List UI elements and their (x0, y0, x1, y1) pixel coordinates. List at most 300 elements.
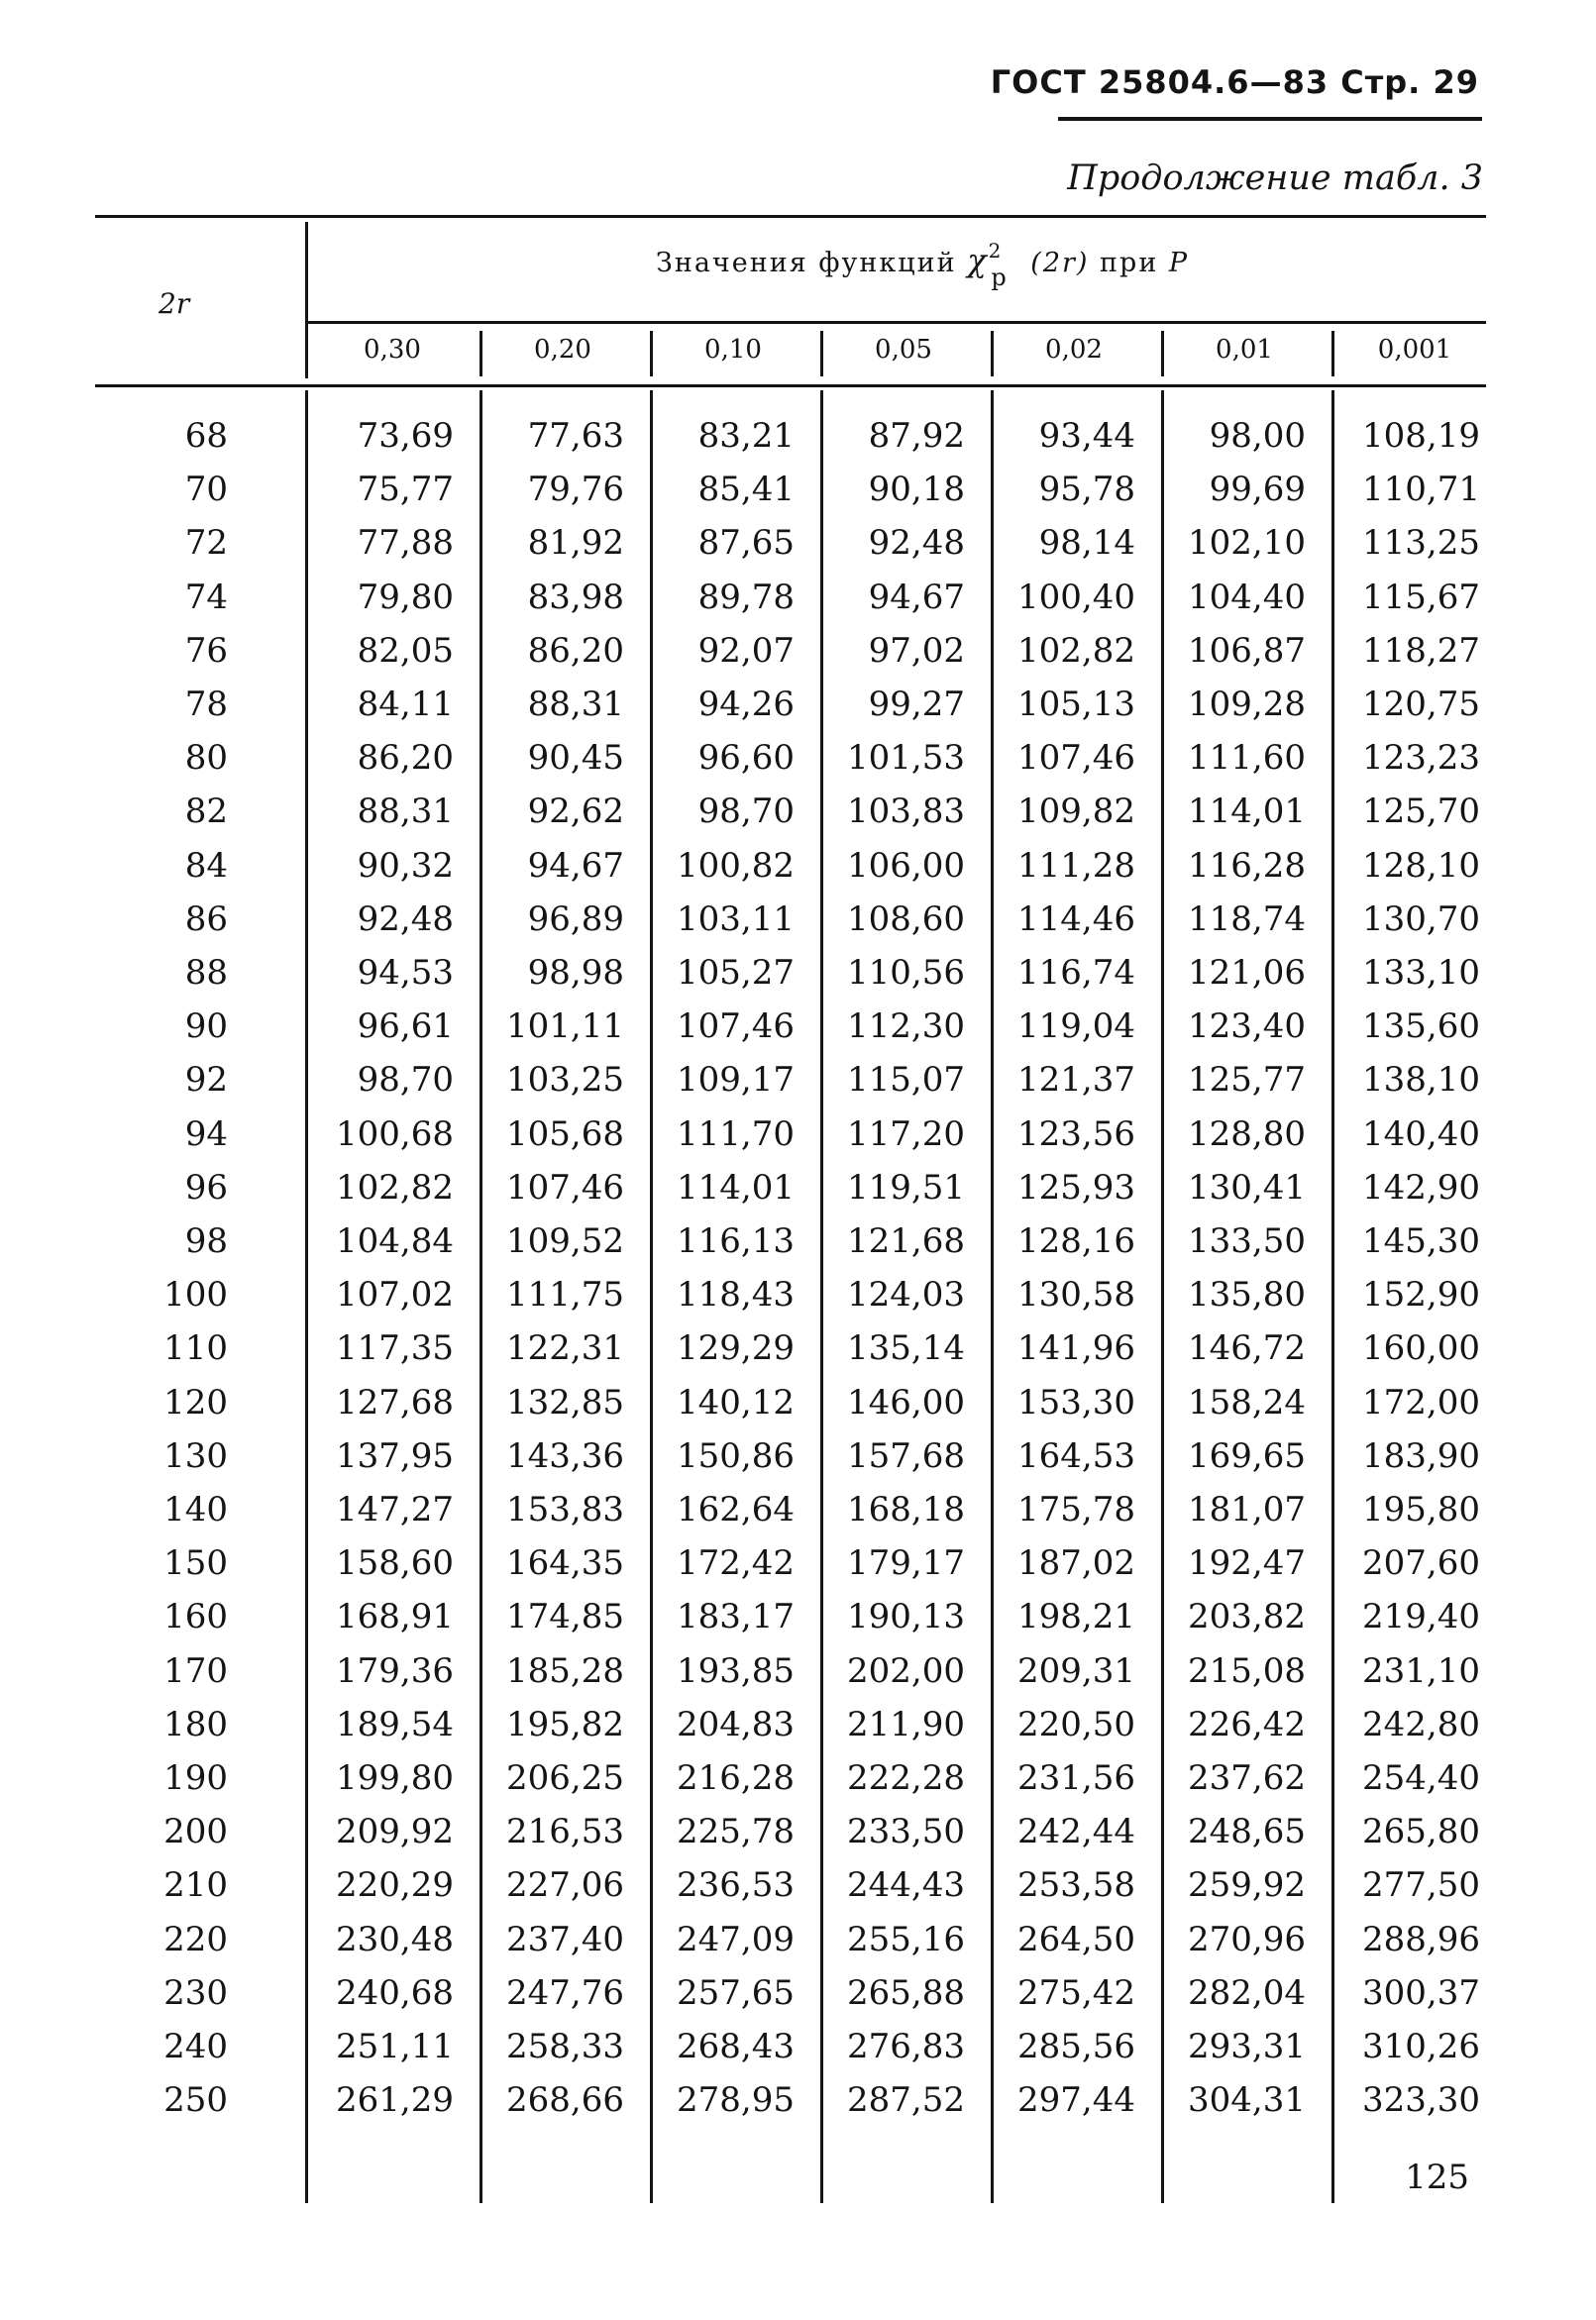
table-cell: 206,25 (506, 1758, 624, 1798)
table-row (0, 416, 1596, 470)
function-header-prefix: Значения функций (656, 248, 957, 278)
table-cell: 259,92 (1188, 1865, 1306, 1905)
row-label-2r: 140 (163, 1490, 228, 1529)
column-header-p: 0,05 (875, 335, 932, 365)
table-cell: 111,70 (677, 1114, 795, 1154)
table-cell: 79,80 (357, 578, 454, 617)
table-cell: 109,17 (677, 1060, 795, 1100)
table-cell: 145,30 (1362, 1221, 1480, 1261)
row-label-2r: 170 (163, 1651, 228, 1691)
table-row (0, 1812, 1596, 1865)
row-label-2r: 78 (184, 685, 228, 724)
table-cell: 110,56 (847, 953, 965, 993)
table-cell: 90,18 (868, 470, 965, 509)
table-cell: 147,27 (336, 1490, 454, 1529)
table-cell: 172,00 (1362, 1383, 1480, 1423)
table-cell: 237,62 (1188, 1758, 1306, 1798)
table-cell: 115,07 (847, 1060, 965, 1100)
table-cell: 122,31 (506, 1328, 624, 1368)
table-cell: 101,11 (506, 1006, 624, 1046)
table-cell: 215,08 (1188, 1651, 1306, 1691)
probability-variable: P (1168, 248, 1190, 278)
table-cell: 293,31 (1188, 2027, 1306, 2066)
chi-superscript: 2 (988, 239, 1004, 263)
table-row (0, 1973, 1596, 2027)
table-cell: 187,02 (1017, 1543, 1135, 1583)
table-cell: 103,25 (506, 1060, 624, 1100)
table-cell: 265,80 (1362, 1812, 1480, 1851)
table-cell: 287,52 (847, 2080, 965, 2120)
row-label-2r: 250 (163, 2080, 228, 2120)
table-row (0, 1865, 1596, 1919)
table-cell: 102,10 (1188, 523, 1306, 563)
table-cell: 226,42 (1188, 1705, 1306, 1744)
table-cell: 116,13 (677, 1221, 795, 1261)
table-cell: 98,14 (1038, 523, 1135, 563)
table-cell: 86,20 (527, 631, 624, 671)
table-cell: 77,88 (357, 523, 454, 563)
table-cell: 227,06 (506, 1865, 624, 1905)
table-cell: 94,26 (697, 685, 795, 724)
row-label-2r: 130 (163, 1436, 228, 1476)
table-row (0, 1328, 1596, 1382)
table-cell: 237,40 (506, 1920, 624, 1959)
table-row (0, 1490, 1596, 1543)
chi-symbol: χ (967, 242, 989, 279)
table-row (0, 2080, 1596, 2134)
row-label-2r: 220 (163, 1920, 228, 1959)
table-cell: 133,10 (1362, 953, 1480, 993)
table-cell: 75,77 (357, 470, 454, 509)
table-cell: 140,12 (677, 1383, 795, 1423)
chi-subscript: p (991, 264, 1009, 291)
table-cell: 179,17 (847, 1543, 965, 1583)
row-label-2r: 230 (163, 1973, 228, 2013)
row-label-2r: 190 (163, 1758, 228, 1798)
header-bottom-rule (95, 384, 1486, 387)
table-cell: 152,90 (1362, 1275, 1480, 1315)
table-row (0, 1060, 1596, 1113)
row-label-2r: 160 (163, 1597, 228, 1636)
table-continuation-label: Продолжение табл. 3 (1067, 158, 1483, 198)
table-cell: 104,40 (1188, 578, 1306, 617)
table-cell: 225,78 (677, 1812, 795, 1851)
standard-number: ГОСТ 25804.6—83 (990, 63, 1330, 101)
table-cell: 141,96 (1017, 1328, 1135, 1368)
table-cell: 193,85 (677, 1651, 795, 1691)
table-cell: 179,36 (336, 1651, 454, 1691)
table-cell: 258,33 (506, 2027, 624, 2066)
table-cell: 118,74 (1188, 899, 1306, 939)
row-label-2r: 72 (184, 523, 228, 563)
table-cell: 93,44 (1038, 416, 1135, 456)
table-row (0, 1114, 1596, 1168)
table-cell: 92,48 (868, 523, 965, 563)
row-label-2r: 80 (184, 738, 228, 778)
table-cell: 119,04 (1017, 1006, 1135, 1046)
table-cell: 104,84 (336, 1221, 454, 1261)
table-cell: 219,40 (1362, 1597, 1480, 1636)
table-cell: 123,40 (1188, 1006, 1306, 1046)
table-cell: 143,36 (506, 1436, 624, 1476)
table-cell: 222,28 (847, 1758, 965, 1798)
table-cell: 209,31 (1017, 1651, 1135, 1691)
table-cell: 248,65 (1188, 1812, 1306, 1851)
table-cell: 195,82 (506, 1705, 624, 1744)
table-row (0, 578, 1596, 631)
table-row (0, 953, 1596, 1006)
table-cell: 247,76 (506, 1973, 624, 2013)
table-cell: 288,96 (1362, 1920, 1480, 1959)
table-cell: 162,64 (677, 1490, 795, 1529)
row-label-2r: 120 (163, 1383, 228, 1423)
table-row (0, 1543, 1596, 1597)
table-cell: 123,56 (1017, 1114, 1135, 1154)
table-cell: 220,29 (336, 1865, 454, 1905)
table-row (0, 2027, 1596, 2080)
table-cell: 300,37 (1362, 1973, 1480, 2013)
table-cell: 119,51 (847, 1168, 965, 1208)
table-cell: 94,67 (868, 578, 965, 617)
row-label-2r: 98 (184, 1221, 228, 1261)
table-cell: 209,92 (336, 1812, 454, 1851)
table-cell: 100,82 (677, 846, 795, 886)
table-cell: 270,96 (1188, 1920, 1306, 1959)
table-cell: 97,02 (868, 631, 965, 671)
table-cell: 142,90 (1362, 1168, 1480, 1208)
table-cell: 117,20 (847, 1114, 965, 1154)
table-row (0, 470, 1596, 523)
table-cell: 115,67 (1362, 578, 1480, 617)
table-cell: 153,30 (1017, 1383, 1135, 1423)
table-cell: 132,85 (506, 1383, 624, 1423)
table-row (0, 631, 1596, 685)
table-cell: 90,45 (527, 738, 624, 778)
table-row (0, 899, 1596, 953)
table-cell: 285,56 (1017, 2027, 1135, 2066)
table-cell: 185,28 (506, 1651, 624, 1691)
table-cell: 108,60 (847, 899, 965, 939)
table-row (0, 1436, 1596, 1490)
table-cell: 199,80 (336, 1758, 454, 1798)
row-header-label: 2r (159, 287, 190, 320)
header-column-separator (991, 331, 994, 376)
table-cell: 164,53 (1017, 1436, 1135, 1476)
row-label-2r: 70 (184, 470, 228, 509)
table-cell: 99,27 (868, 685, 965, 724)
table-cell: 265,88 (847, 1973, 965, 2013)
table-cell: 106,87 (1188, 631, 1306, 671)
table-cell: 103,83 (847, 791, 965, 831)
table-cell: 128,10 (1362, 846, 1480, 886)
table-cell: 277,50 (1362, 1865, 1480, 1905)
table-cell: 82,05 (357, 631, 454, 671)
table-cell: 183,90 (1362, 1436, 1480, 1476)
table-cell: 261,29 (336, 2080, 454, 2120)
table-cell: 297,44 (1017, 2080, 1135, 2120)
table-cell: 169,65 (1188, 1436, 1306, 1476)
table-row (0, 1168, 1596, 1221)
table-cell: 183,17 (677, 1597, 795, 1636)
header-column-separator (479, 331, 482, 376)
table-row (0, 738, 1596, 791)
column-header-p: 0,02 (1045, 335, 1103, 365)
row-label-2r: 110 (163, 1328, 228, 1368)
table-cell: 88,31 (357, 791, 454, 831)
table-cell: 105,13 (1017, 685, 1135, 724)
table-cell: 268,66 (506, 2080, 624, 2120)
table-cell: 130,58 (1017, 1275, 1135, 1315)
table-cell: 253,58 (1017, 1865, 1135, 1905)
function-header (656, 239, 1190, 291)
row-label-2r: 100 (163, 1275, 228, 1315)
table-cell: 87,65 (697, 523, 795, 563)
table-cell: 195,80 (1362, 1490, 1480, 1529)
table-cell: 158,24 (1188, 1383, 1306, 1423)
table-cell: 94,53 (357, 953, 454, 993)
column-header-p: 0,20 (534, 335, 591, 365)
table-cell: 88,31 (527, 685, 624, 724)
function-header-suffix: при (1100, 248, 1159, 278)
header-column-separator (1161, 331, 1164, 376)
table-cell: 81,92 (527, 523, 624, 563)
table-cell: 172,42 (677, 1543, 795, 1583)
table-cell: 278,95 (677, 2080, 795, 2120)
table-cell: 123,23 (1362, 738, 1480, 778)
table-cell: 113,25 (1362, 523, 1480, 563)
table-cell: 128,16 (1017, 1221, 1135, 1261)
table-top-rule (95, 215, 1486, 218)
row-label-2r: 68 (184, 416, 228, 456)
page-header (991, 63, 1479, 101)
page-label: Стр. 29 (1340, 63, 1479, 101)
table-cell: 98,98 (527, 953, 624, 993)
table-cell: 129,29 (677, 1328, 795, 1368)
function-argument: (2r) (1030, 248, 1090, 278)
table-cell: 135,60 (1362, 1006, 1480, 1046)
table-cell: 92,48 (357, 899, 454, 939)
table-row (0, 1221, 1596, 1275)
table-row (0, 846, 1596, 899)
row-label-2r: 200 (163, 1812, 228, 1851)
table-cell: 233,50 (847, 1812, 965, 1851)
table-cell: 168,91 (336, 1597, 454, 1636)
table-cell: 105,27 (677, 953, 795, 993)
table-cell: 92,62 (527, 791, 624, 831)
table-cell: 100,40 (1017, 578, 1135, 617)
row-label-2r: 82 (184, 791, 228, 831)
table-cell: 231,56 (1017, 1758, 1135, 1798)
table-cell: 255,16 (847, 1920, 965, 1959)
table-cell: 109,52 (506, 1221, 624, 1261)
table-cell: 130,41 (1188, 1168, 1306, 1208)
column-header-p: 0,10 (704, 335, 762, 365)
table-cell: 150,86 (677, 1436, 795, 1476)
table-cell: 240,68 (336, 1973, 454, 2013)
table-cell: 211,90 (847, 1705, 965, 1744)
column-header-p: 0,001 (1377, 335, 1452, 365)
table-cell: 140,40 (1362, 1114, 1480, 1154)
table-cell: 164,35 (506, 1543, 624, 1583)
table-cell: 114,01 (1188, 791, 1306, 831)
table-cell: 90,32 (357, 846, 454, 886)
row-label-2r: 94 (184, 1114, 228, 1154)
row-label-2r: 180 (163, 1705, 228, 1744)
table-cell: 106,00 (847, 846, 965, 886)
column-header-p: 0,30 (364, 335, 421, 365)
row-label-2r: 74 (184, 578, 228, 617)
table-cell: 264,50 (1017, 1920, 1135, 1959)
table-cell: 128,80 (1188, 1114, 1306, 1154)
table-cell: 112,30 (847, 1006, 965, 1046)
table-cell: 99,69 (1209, 470, 1306, 509)
table-cell: 108,19 (1362, 416, 1480, 456)
table-row (0, 1275, 1596, 1328)
table-cell: 168,18 (847, 1490, 965, 1529)
table-cell: 189,54 (336, 1705, 454, 1744)
table-cell: 107,46 (677, 1006, 795, 1046)
table-cell: 323,30 (1362, 2080, 1480, 2120)
table-cell: 192,47 (1188, 1543, 1306, 1583)
table-cell: 231,10 (1362, 1651, 1480, 1691)
table-cell: 133,50 (1188, 1221, 1306, 1261)
table-cell: 102,82 (336, 1168, 454, 1208)
table-cell: 304,31 (1188, 2080, 1306, 2120)
row-label-2r: 240 (163, 2027, 228, 2066)
table-cell: 216,53 (506, 1812, 624, 1851)
table-cell: 105,68 (506, 1114, 624, 1154)
table-cell: 204,83 (677, 1705, 795, 1744)
header-inner-rule (307, 321, 1486, 324)
table-cell: 135,14 (847, 1328, 965, 1368)
table-cell: 242,80 (1362, 1705, 1480, 1744)
table-cell: 116,74 (1017, 953, 1135, 993)
table-cell: 282,04 (1188, 1973, 1306, 2013)
table-row (0, 1651, 1596, 1705)
row-header-separator-top (305, 222, 308, 378)
table-cell: 109,82 (1017, 791, 1135, 831)
table-cell: 220,50 (1017, 1705, 1135, 1744)
table-cell: 103,11 (677, 899, 795, 939)
table-cell: 114,46 (1017, 899, 1135, 939)
table-cell: 107,46 (506, 1168, 624, 1208)
table-cell: 190,13 (847, 1597, 965, 1636)
table-cell: 207,60 (1362, 1543, 1480, 1583)
header-rule (1058, 117, 1482, 121)
table-cell: 247,09 (677, 1920, 795, 1959)
table-cell: 96,60 (697, 738, 795, 778)
row-label-2r: 210 (163, 1865, 228, 1905)
table-cell: 125,77 (1188, 1060, 1306, 1100)
table-cell: 77,63 (527, 416, 624, 456)
table-cell: 157,68 (847, 1436, 965, 1476)
table-cell: 203,82 (1188, 1597, 1306, 1636)
table-cell: 276,83 (847, 2027, 965, 2066)
table-cell: 251,11 (336, 2027, 454, 2066)
table-cell: 153,83 (506, 1490, 624, 1529)
table-cell: 98,70 (697, 791, 795, 831)
table-cell: 174,85 (506, 1597, 624, 1636)
table-cell: 254,40 (1362, 1758, 1480, 1798)
table-cell: 117,35 (336, 1328, 454, 1368)
table-cell: 100,68 (336, 1114, 454, 1154)
table-cell: 125,93 (1017, 1168, 1135, 1208)
table-cell: 109,28 (1188, 685, 1306, 724)
table-cell: 92,07 (697, 631, 795, 671)
table-cell: 146,72 (1188, 1328, 1306, 1368)
table-cell: 236,53 (677, 1865, 795, 1905)
table-cell: 95,78 (1038, 470, 1135, 509)
table-cell: 96,89 (527, 899, 624, 939)
table-cell: 124,03 (847, 1275, 965, 1315)
table-cell: 198,21 (1017, 1597, 1135, 1636)
table-cell: 96,61 (357, 1006, 454, 1046)
table-cell: 83,98 (527, 578, 624, 617)
table-cell: 110,71 (1362, 470, 1480, 509)
table-row (0, 791, 1596, 845)
header-column-separator (1331, 331, 1334, 376)
table-cell: 216,28 (677, 1758, 795, 1798)
row-label-2r: 92 (184, 1060, 228, 1100)
table-cell: 114,01 (677, 1168, 795, 1208)
table-cell: 137,95 (336, 1436, 454, 1476)
table-cell: 121,37 (1017, 1060, 1135, 1100)
table-cell: 242,44 (1017, 1812, 1135, 1851)
table-cell: 94,67 (527, 846, 624, 886)
table-cell: 107,46 (1017, 738, 1135, 778)
table-cell: 85,41 (697, 470, 795, 509)
table-cell: 116,28 (1188, 846, 1306, 886)
table-cell: 310,26 (1362, 2027, 1480, 2066)
table-cell: 257,65 (677, 1973, 795, 2013)
table-cell: 87,92 (868, 416, 965, 456)
table-cell: 130,70 (1362, 899, 1480, 939)
row-label-2r: 90 (184, 1006, 228, 1046)
table-cell: 158,60 (336, 1543, 454, 1583)
row-label-2r: 76 (184, 631, 228, 671)
table-cell: 102,82 (1017, 631, 1135, 671)
table-cell: 121,68 (847, 1221, 965, 1261)
table-row (0, 1597, 1596, 1650)
table-cell: 202,00 (847, 1651, 965, 1691)
table-cell: 86,20 (357, 738, 454, 778)
table-cell: 138,10 (1362, 1060, 1480, 1100)
table-row (0, 1383, 1596, 1436)
page-number: 125 (1405, 2158, 1469, 2197)
row-label-2r: 96 (184, 1168, 228, 1208)
table-cell: 111,28 (1017, 846, 1135, 886)
table-cell: 111,75 (506, 1275, 624, 1315)
table-cell: 118,43 (677, 1275, 795, 1315)
header-column-separator (650, 331, 653, 376)
table-cell: 181,07 (1188, 1490, 1306, 1529)
table-cell: 73,69 (357, 416, 454, 456)
table-row (0, 1705, 1596, 1758)
table-cell: 121,06 (1188, 953, 1306, 993)
table-cell: 118,27 (1362, 631, 1480, 671)
row-label-2r: 150 (163, 1543, 228, 1583)
table-cell: 125,70 (1362, 791, 1480, 831)
table-cell: 146,00 (847, 1383, 965, 1423)
column-header-p: 0,01 (1216, 335, 1273, 365)
table-cell: 120,75 (1362, 685, 1480, 724)
table-row (0, 685, 1596, 738)
table-cell: 175,78 (1017, 1490, 1135, 1529)
table-row (0, 1920, 1596, 1973)
table-cell: 230,48 (336, 1920, 454, 1959)
table-cell: 107,02 (336, 1275, 454, 1315)
table-cell: 98,70 (357, 1060, 454, 1100)
